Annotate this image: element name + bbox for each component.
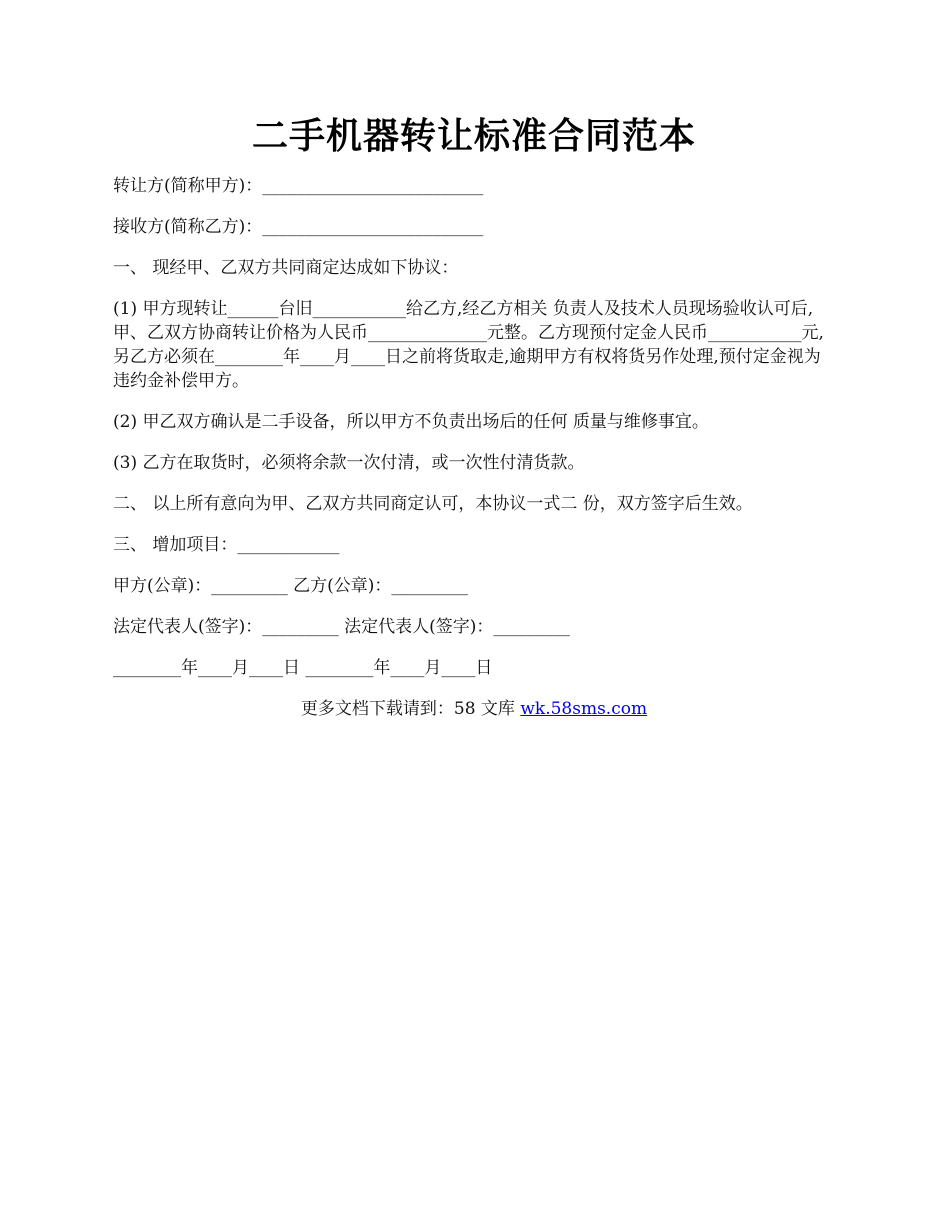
- document-title: 二手机器转让标准合同范本: [251, 115, 696, 157]
- clause-2: (2) 甲乙双方确认是二手设备，所以甲方不负责出场后的任何 质量与维修事宜。: [113, 412, 709, 432]
- clause-1: (1) 甲方现转让______台旧___________给乙方,经乙方相关 负责人及技术人员现场验收认可后,甲、乙双方协商转让价格为人民币______________元整。乙方现预付定金人民币___________元,另乙方必须在________年____月____日之前将货取走,逾期甲方有权将货另作处理,预付定金视为违约金补偿甲方。: [113, 299, 824, 391]
- download-footer: [113, 697, 835, 721]
- legal-representative-signatures: 法定代表人(签字)：_________ 法定代表人(签字)：_________: [113, 617, 570, 637]
- document-content: [113, 112, 835, 721]
- company-seals: 甲方(公章)：_________ 乙方(公章)：_________: [113, 576, 468, 596]
- agreement-validity: 二、 以上所有意向为甲、乙双方共同商定认可，本协议一式二 份，双方签字后生效。: [113, 494, 753, 514]
- additional-items: 三、 增加项目：____________: [113, 535, 340, 555]
- agreement-intro: 一、 现经甲、乙双方共同商定达成如下协议：: [113, 258, 459, 278]
- footer-prefix: 更多文档下载请到：58 文库: [300, 699, 521, 719]
- signature-dates: ________年____月____日 ________年____月____日: [113, 658, 493, 678]
- clause-3: (3) 乙方在取货时，必须将余款一次付清，或一次性付清货款。: [113, 453, 585, 473]
- receiver-line: 接收方(简称乙方)：__________________________: [113, 217, 484, 237]
- transferor-line: 转让方(简称甲方)：__________________________: [113, 176, 484, 196]
- footer-link[interactable]: wk.58sms.com: [520, 699, 648, 719]
